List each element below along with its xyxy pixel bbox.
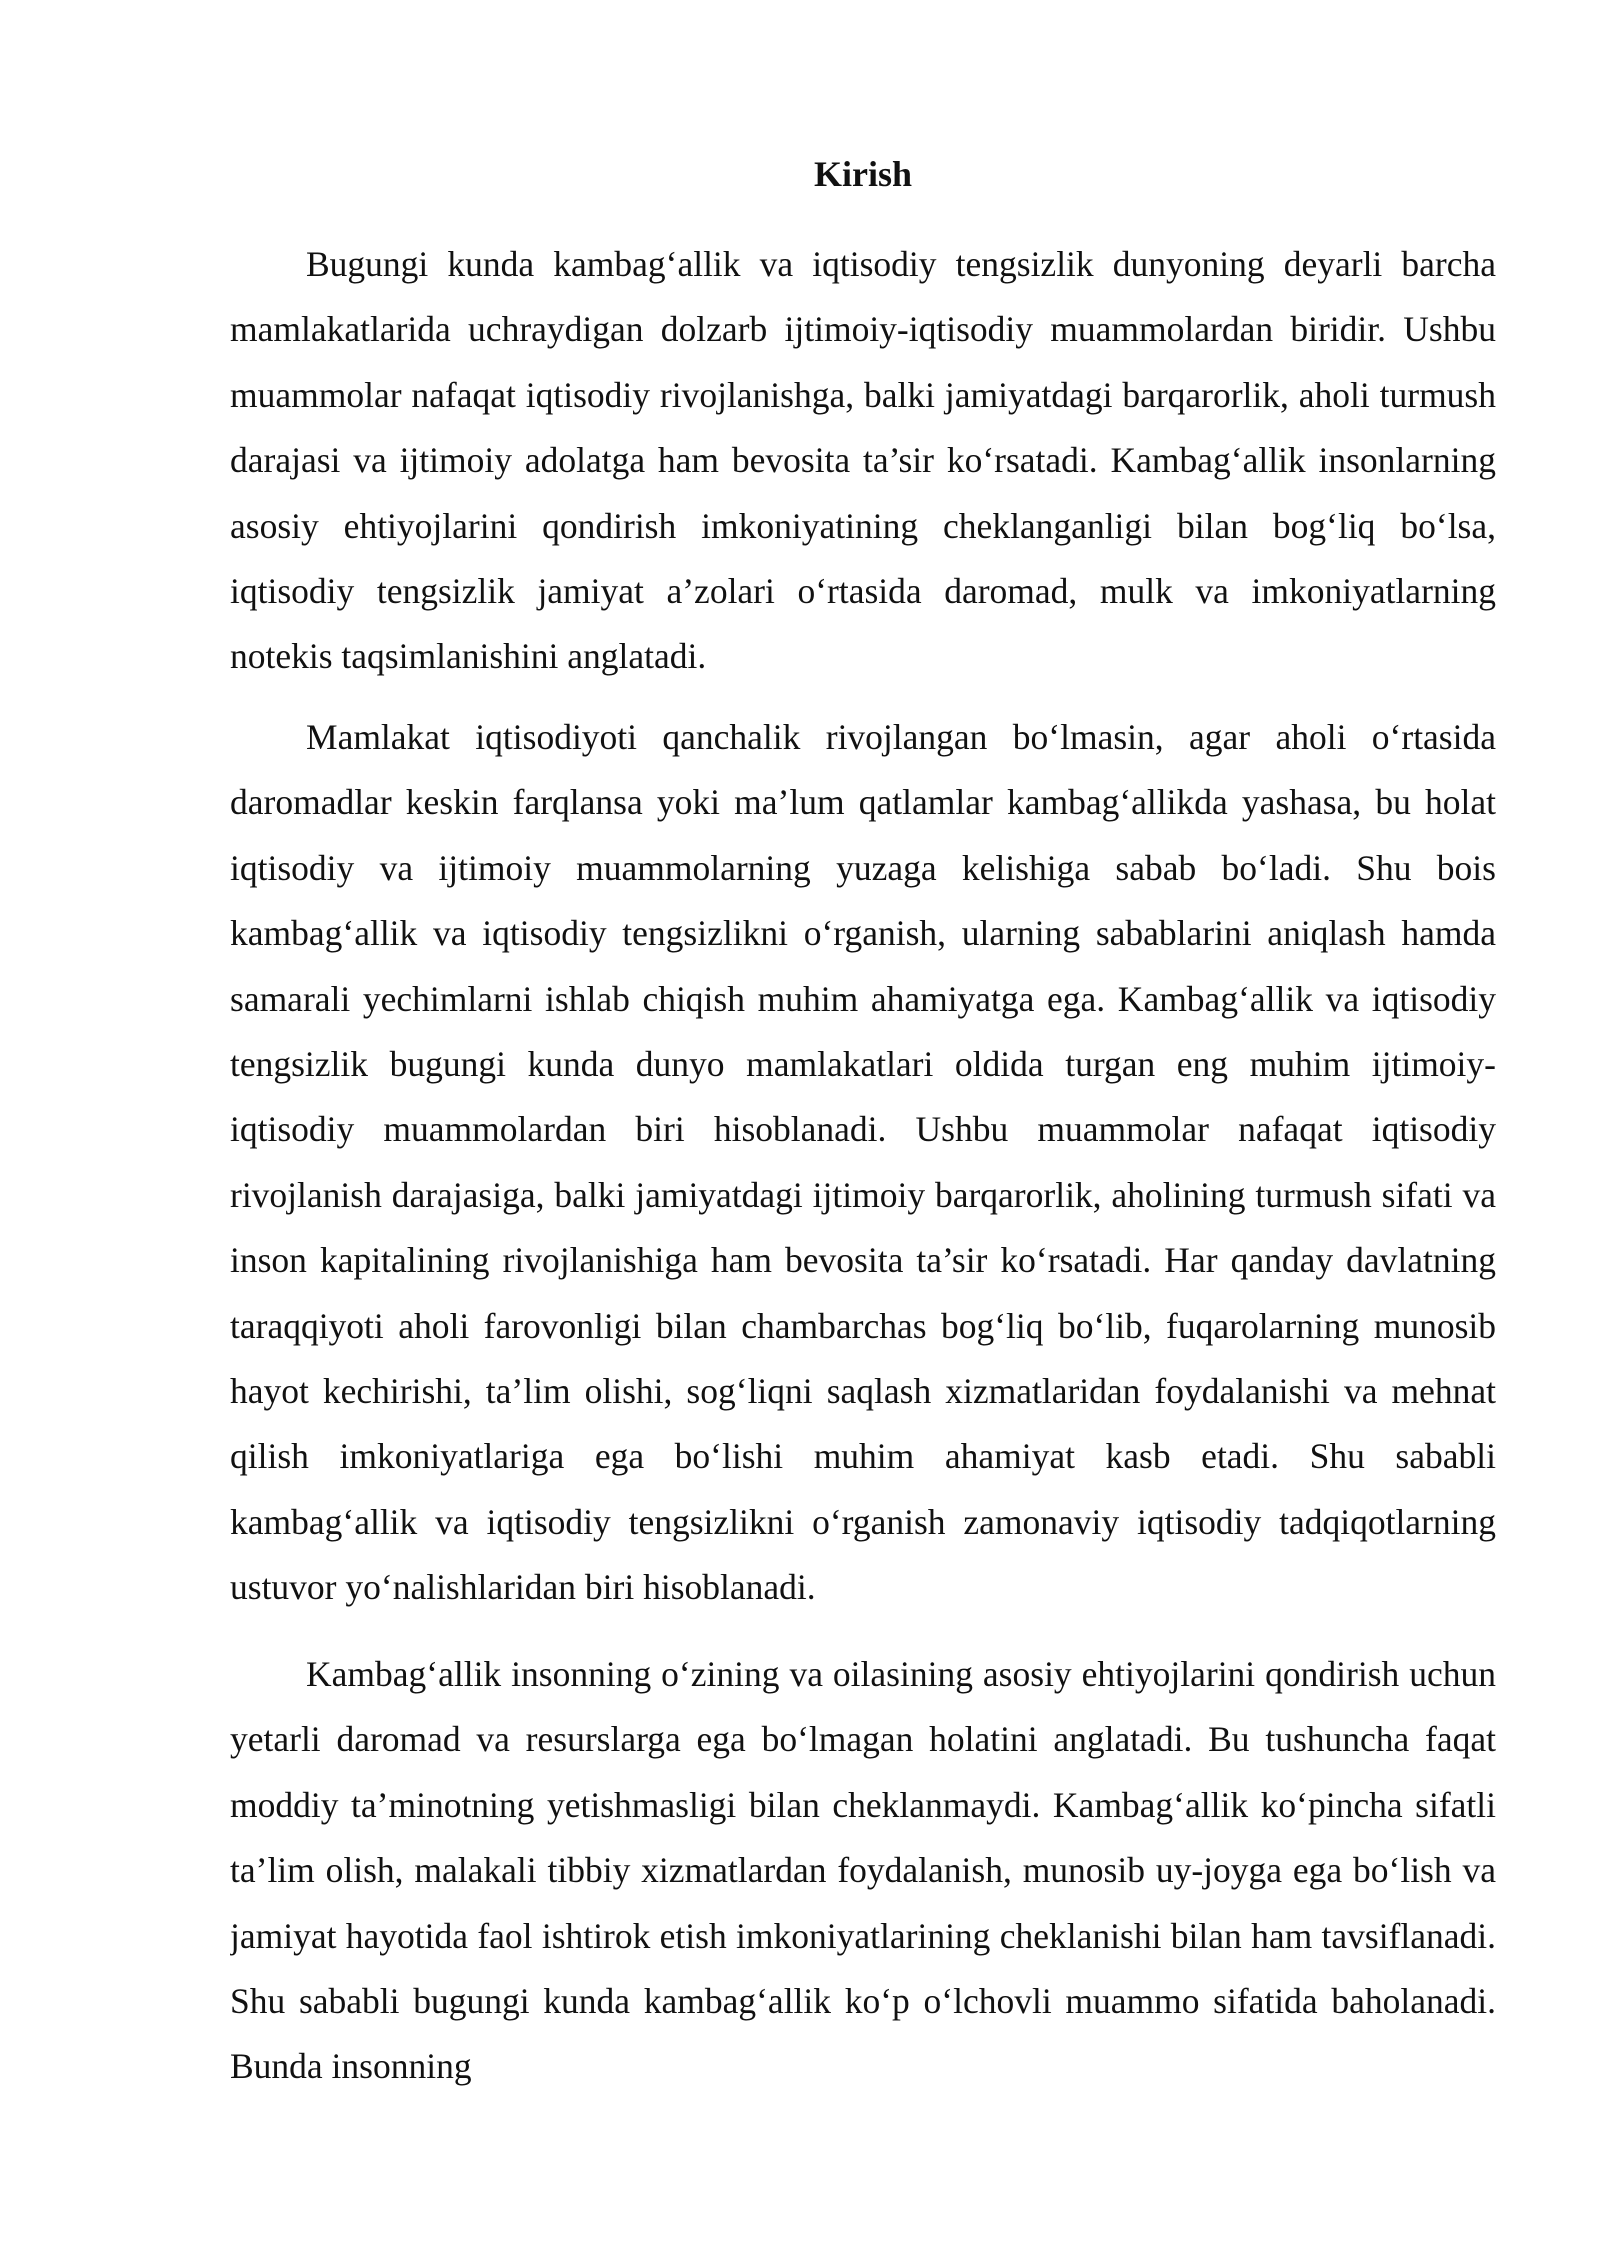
paragraph-2: Mamlakat iqtisodiyoti qanchalik rivojlangan bo‘lmasin, agar aholi o‘rtasida daromadlar keskin farqlansa yoki ma’lum qatlamlar kambag‘allikda yashasa, bu holat iqtisodiy va ijtimoiy muammolarning yuzaga kelishiga sabab bo‘ladi. Shu bois kambag‘allik va iqtisodiy tengsizlikni o‘rganish, ularning sabablarini aniqlash hamda samarali yechimlarni ishlab chiqish muhim ahamiyatga ega. Kambag‘allik va iqtisodiy tengsizlik bugungi kunda dunyo mamlakatlari oldida turgan eng muhim ijtimoiy-iqtisodiy muammolardan biri hisoblanadi. Ushbu muammolar nafaqat iqtisodiy rivojlanish darajasiga, balki jamiyatdagi ijtimoiy barqarorlik, aholining turmush sifati va inson kapitalining rivojlanishiga ham bevosita ta’sir ko‘rsatadi. Har qanday davlatning taraqqiyoti aholi farovonligi bilan chambarchas bog‘liq bo‘lib, fuqarolarning munosib hayot kechirishi, ta’lim olishi, sog‘liqni saqlash xizmatlaridan foydalanishi va mehnat qilish imkoniyatlariga ega bo‘lishi muhim ahamiyat kasb etadi. Shu sababli kambag‘allik va iqtisodiy tengsizlikni o‘rganish zamonaviy iqtisodiy tadqiqotlarning ustuvor yo‘nalishlaridan biri hisoblanadi. (230, 717, 1496, 1608)
paragraph-3: Kambag‘allik insonning o‘zining va oilasining asosiy ehtiyojlarini qondirish uchun yetarli daromad va resurslarga ega bo‘lmagan holatini anglatadi. Bu tushuncha faqat moddiy ta’minotning yetishmasligi bilan cheklanmaydi. Kambag‘allik ko‘pincha sifatli ta’lim olish, malakali tibbiy xizmatlardan foydalanish, munosib uy-joyga ega bo‘lish va jamiyat hayotida faol ishtirok etish imkoniyatlarining cheklanishi bilan ham tavsiflanadi. Shu sababli bugungi kunda kambag‘allik ko‘p o‘lchovli muammo sifatida baholanadi. Bunda insonning (230, 1654, 1496, 2087)
paragraph-1: Bugungi kunda kambag‘allik va iqtisodiy tengsizlik dunyoning deyarli barcha mamlakatlarida uchraydigan dolzarb ijtimoiy-iqtisodiy muammolardan biridir. Ushbu muammolar nafaqat iqtisodiy rivojlanishga, balki jamiyatdagi barqarorlik, aholi turmush darajasi va ijtimoiy adolatga ham bevosita ta’sir ko‘rsatadi. Kambag‘allik insonlarning asosiy ehtiyojlarini qondirish imkoniyatining cheklanganligi bilan bog‘liq bo‘lsa, iqtisodiy tengsizlik jamiyat a’zolari o‘rtasida daromad, mulk va imkoniyatlarning notekis taqsimlanishini anglatadi. (230, 244, 1496, 677)
page-title: Kirish (813, 154, 912, 194)
